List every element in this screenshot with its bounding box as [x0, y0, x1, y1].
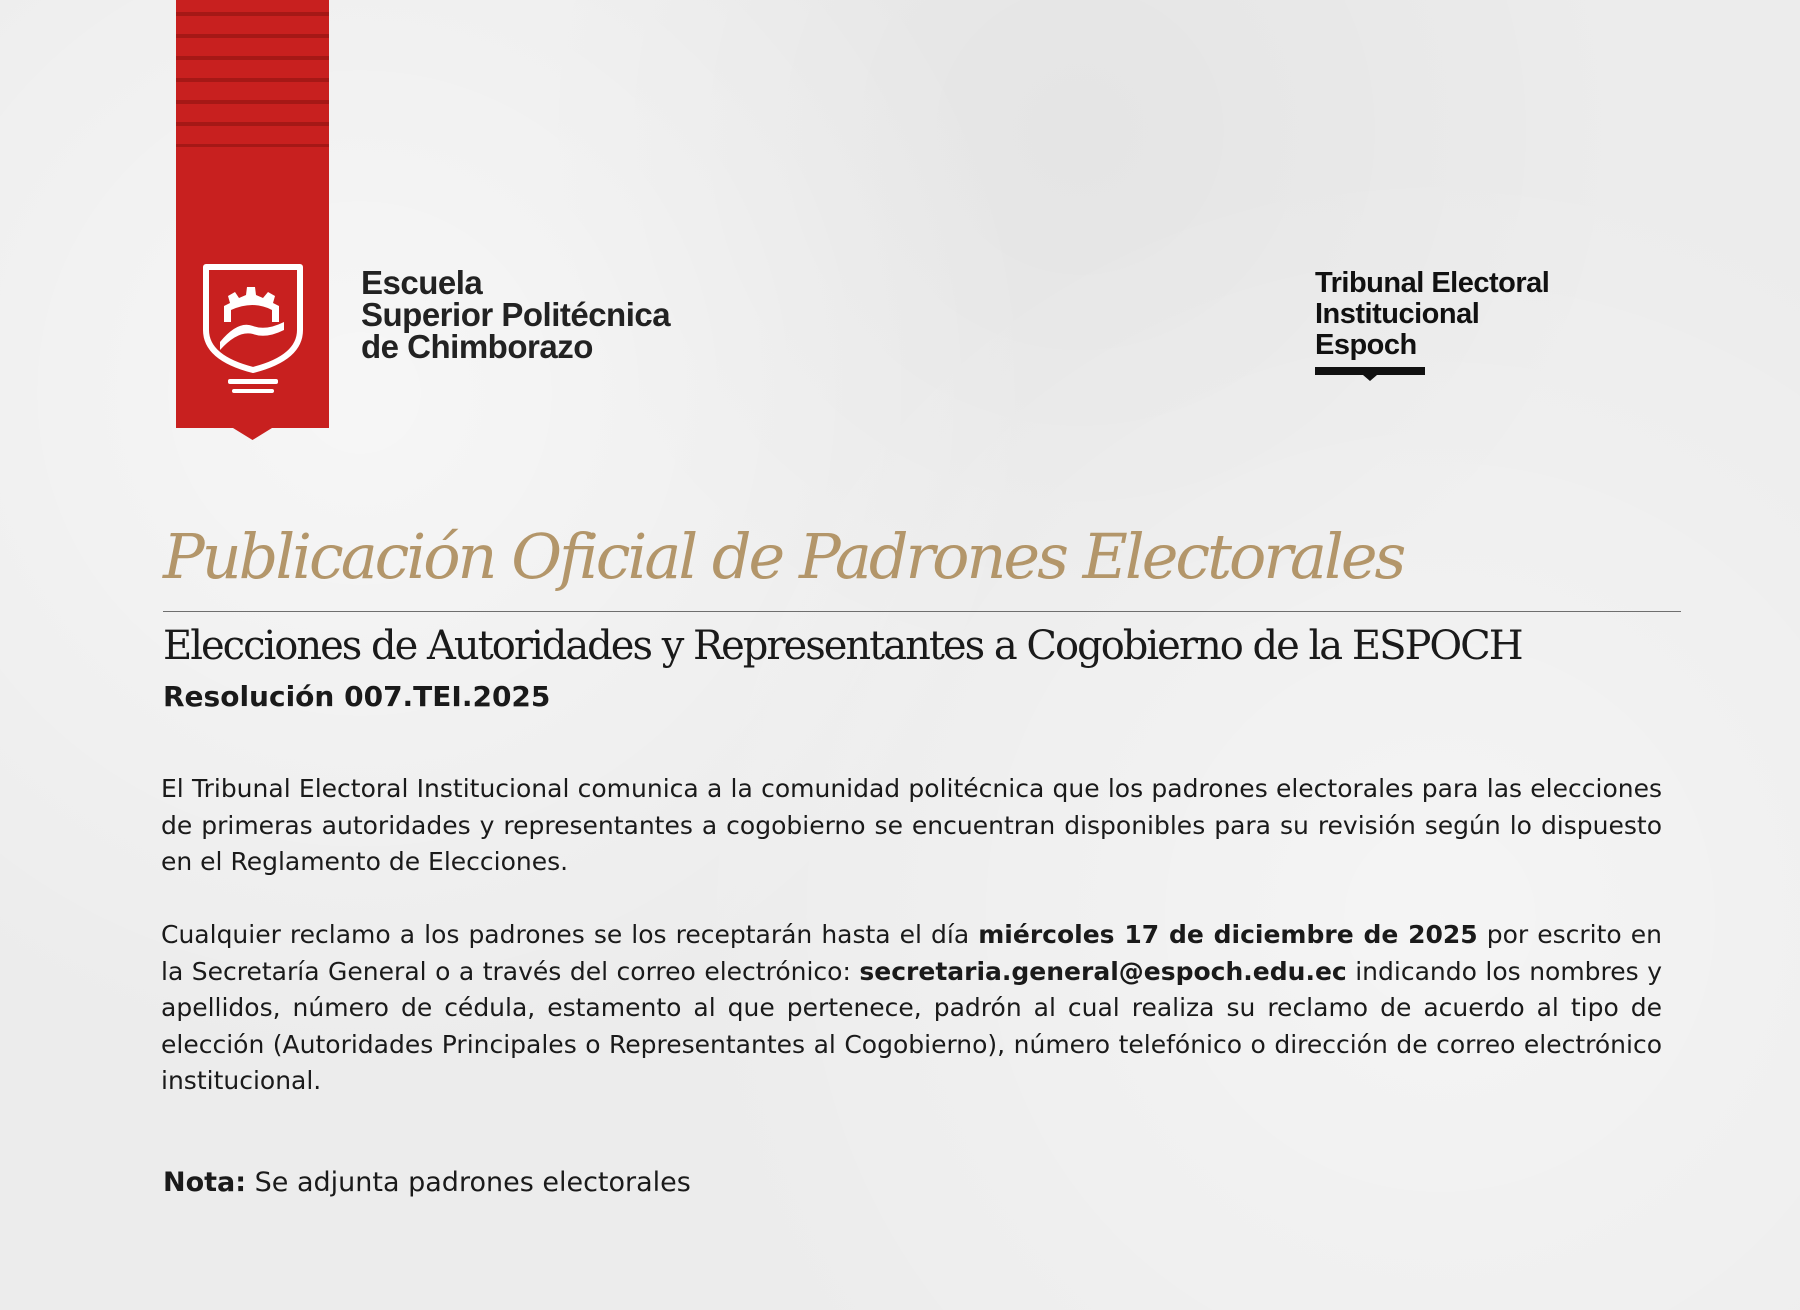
open-book-icon	[1315, 367, 1425, 381]
notice-paragraph-2	[161, 917, 1662, 1100]
tei-name-line-3: Espoch	[1315, 329, 1417, 361]
tei-name-line-2: Institucional	[1315, 298, 1480, 330]
espoch-name-line-2: Superior Politécnica	[361, 296, 671, 333]
page-title: Publicación Oficial de Padrones Electorales	[163, 520, 1404, 593]
espoch-institution-name	[361, 264, 671, 365]
note-label: Nota:	[163, 1167, 247, 1198]
espoch-name-line-1: Escuela	[361, 264, 483, 301]
paragraph-2-part-1: Cualquier reclamo a los padrones se los receptarán hasta el día	[161, 920, 979, 949]
note	[163, 1163, 691, 1203]
espoch-shield-icon	[176, 0, 329, 440]
espoch-name-line-3: de Chimborazo	[361, 328, 593, 365]
title-divider	[163, 611, 1681, 612]
contact-email: secretaria.general@espoch.edu.ec	[859, 956, 1347, 986]
tei-name	[1315, 268, 1549, 361]
paragraph-2-part-2: por escrito en la Secretaría General o a través del correo electrónico:	[161, 920, 1662, 986]
paragraph-2-part-3: indicando los nombres y apellidos, número de cédula, estamento al que pertenece, padrón al cual realiza su reclamo de acuerdo al tipo de elección (Autoridades Principales o Representantes al Cogobierno), número telefónico o dirección de correo electrónico institucional.	[161, 956, 1662, 1095]
claim-deadline: miércoles 17 de diciembre de 2025	[978, 920, 1478, 949]
tei-logo	[1315, 268, 1549, 385]
tei-name-line-1: Tribunal Electoral	[1315, 267, 1550, 299]
notice-paragraph-1: El Tribunal Electoral Institucional comunica a la comunidad politécnica que los padrones electorales para las elecciones de primeras autoridades y representantes a cogobierno se encuentran disponibles para su revisión según lo dispuesto en el Reglamento de Elecciones.	[161, 774, 1662, 876]
note-text: Se adjunta padrones electorales	[246, 1167, 691, 1198]
espoch-logo-ribbon	[176, 0, 329, 440]
page-subtitle: Elecciones de Autoridades y Representantes a Cogobierno de la ESPOCH	[163, 623, 1522, 669]
resolution-number: Resolución 007.TEI.2025	[163, 680, 551, 713]
